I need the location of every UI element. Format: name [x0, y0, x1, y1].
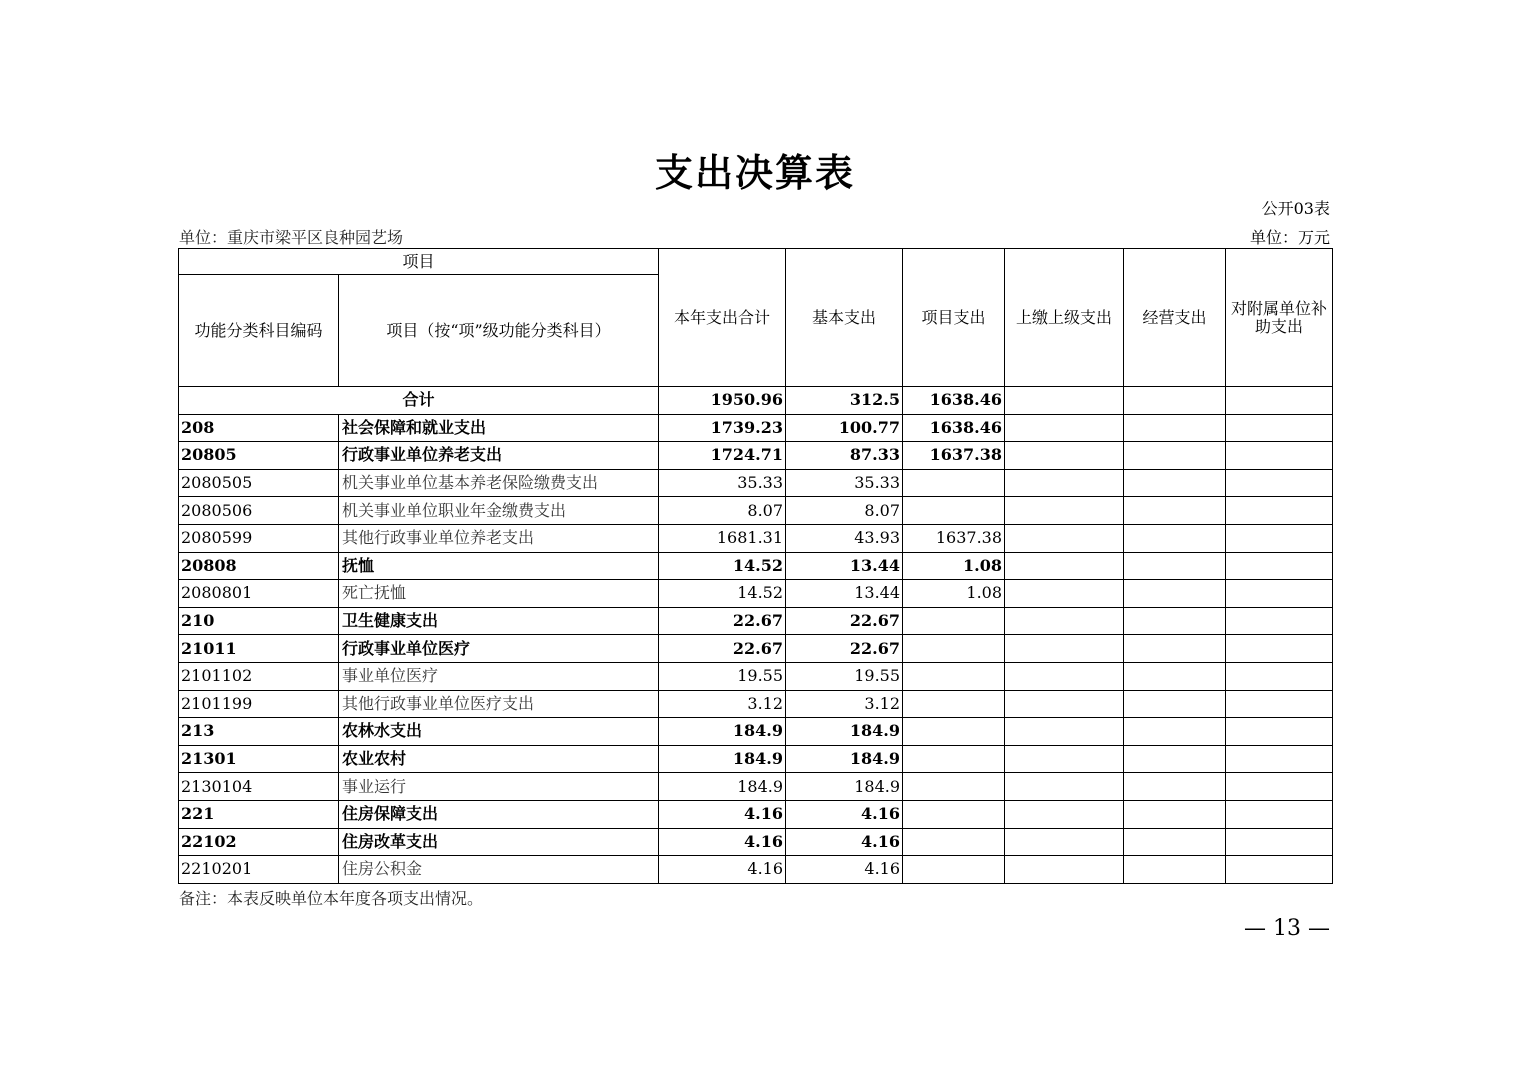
row-upper: [1005, 552, 1124, 580]
table-row: [179, 497, 1333, 525]
header-basic: 基本支出: [786, 249, 903, 387]
table-row: [179, 662, 1333, 690]
row-code: 2080801: [179, 580, 339, 608]
row-upper: [1005, 718, 1124, 746]
row-total: 14.52: [659, 552, 786, 580]
row-name: 社会保障和就业支出: [339, 414, 659, 442]
row-code: 2130104: [179, 773, 339, 801]
row-upper: [1005, 524, 1124, 552]
page-title: 支出决算表: [654, 150, 855, 195]
row-name: 事业单位医疗: [339, 662, 659, 690]
row-upper: [1005, 745, 1124, 773]
row-name: 行政事业单位医疗: [339, 635, 659, 663]
table-row: [179, 773, 1333, 801]
row-basic: 100.77: [786, 414, 903, 442]
row-upper: [1005, 414, 1124, 442]
row-basic: 8.07: [786, 497, 903, 525]
header-item: 项目支出: [903, 249, 1005, 387]
row-business: [1124, 497, 1226, 525]
row-total: 4.16: [659, 828, 786, 856]
row-basic: 4.16: [786, 800, 903, 828]
row-business: [1124, 662, 1226, 690]
row-total: 22.67: [659, 635, 786, 663]
total-upper: [1005, 387, 1124, 415]
table-row: [179, 607, 1333, 635]
row-total: 184.9: [659, 718, 786, 746]
row-item: 1637.38: [903, 442, 1005, 470]
row-item: [903, 662, 1005, 690]
row-code: 21011: [179, 635, 339, 663]
row-upper: [1005, 690, 1124, 718]
row-basic: 4.16: [786, 856, 903, 884]
row-subsidy: [1226, 662, 1333, 690]
row-name: 抚恤: [339, 552, 659, 580]
row-upper: [1005, 607, 1124, 635]
row-upper: [1005, 662, 1124, 690]
row-upper: [1005, 442, 1124, 470]
row-basic: 43.93: [786, 524, 903, 552]
row-code: 22102: [179, 828, 339, 856]
unit-organization: 单位：重庆市梁平区良种园艺场: [179, 228, 404, 247]
table-row: [179, 469, 1333, 497]
table-row: [179, 718, 1333, 746]
row-code: 2080599: [179, 524, 339, 552]
total-basic: 312.5: [786, 387, 903, 415]
row-item: [903, 856, 1005, 884]
row-name: 机关事业单位基本养老保险缴费支出: [339, 469, 659, 497]
row-subsidy: [1226, 718, 1333, 746]
row-business: [1124, 414, 1226, 442]
row-subsidy: [1226, 497, 1333, 525]
row-total: 19.55: [659, 662, 786, 690]
row-item: [903, 635, 1005, 663]
row-basic: 13.44: [786, 552, 903, 580]
total-subsidy: [1226, 387, 1333, 415]
row-subsidy: [1226, 414, 1333, 442]
table-row: [179, 524, 1333, 552]
row-subsidy: [1226, 856, 1333, 884]
expenditure-table: [178, 248, 1333, 884]
row-name: 住房公积金: [339, 856, 659, 884]
row-business: [1124, 469, 1226, 497]
row-subsidy: [1226, 524, 1333, 552]
row-business: [1124, 718, 1226, 746]
row-subsidy: [1226, 580, 1333, 608]
row-code: 20808: [179, 552, 339, 580]
table-note: 备注：本表反映单位本年度各项支出情况。: [179, 889, 484, 908]
total-amount: 1950.96: [659, 387, 786, 415]
header-name: 项目（按“项”级功能分类科目）: [339, 275, 659, 387]
row-name: 事业运行: [339, 773, 659, 801]
row-business: [1124, 828, 1226, 856]
row-code: 221: [179, 800, 339, 828]
table-row: [179, 690, 1333, 718]
row-subsidy: [1226, 828, 1333, 856]
row-total: 1739.23: [659, 414, 786, 442]
row-subsidy: [1226, 690, 1333, 718]
row-code: 21301: [179, 745, 339, 773]
row-item: 1638.46: [903, 414, 1005, 442]
row-subsidy: [1226, 607, 1333, 635]
table-row: [179, 552, 1333, 580]
header-business: 经营支出: [1124, 249, 1226, 387]
row-basic: 3.12: [786, 690, 903, 718]
row-business: [1124, 607, 1226, 635]
row-item: [903, 607, 1005, 635]
row-total: 8.07: [659, 497, 786, 525]
row-name: 机关事业单位职业年金缴费支出: [339, 497, 659, 525]
row-code: 2101102: [179, 662, 339, 690]
row-code: 208: [179, 414, 339, 442]
row-total: 14.52: [659, 580, 786, 608]
row-name: 农业农村: [339, 745, 659, 773]
table-row: [179, 442, 1333, 470]
row-item: [903, 773, 1005, 801]
row-business: [1124, 524, 1226, 552]
row-total: 35.33: [659, 469, 786, 497]
row-upper: [1005, 773, 1124, 801]
row-total: 1681.31: [659, 524, 786, 552]
row-subsidy: [1226, 800, 1333, 828]
row-upper: [1005, 635, 1124, 663]
row-basic: 184.9: [786, 718, 903, 746]
table-code: 公开03表: [1261, 199, 1330, 218]
row-basic: 22.67: [786, 607, 903, 635]
row-code: 2210201: [179, 856, 339, 884]
row-upper: [1005, 800, 1124, 828]
row-item: 1637.38: [903, 524, 1005, 552]
header-upper: 上缴上级支出: [1005, 249, 1124, 387]
row-basic: 22.67: [786, 635, 903, 663]
row-subsidy: [1226, 745, 1333, 773]
row-item: 1.08: [903, 580, 1005, 608]
row-code: 2101199: [179, 690, 339, 718]
header-project: 项目: [179, 249, 659, 275]
row-item: [903, 718, 1005, 746]
row-code: 20805: [179, 442, 339, 470]
row-basic: 19.55: [786, 662, 903, 690]
row-total: 184.9: [659, 745, 786, 773]
row-code: 2080506: [179, 497, 339, 525]
table-row: [179, 800, 1333, 828]
row-basic: 35.33: [786, 469, 903, 497]
row-name: 其他行政事业单位医疗支出: [339, 690, 659, 718]
row-total: 4.16: [659, 856, 786, 884]
row-item: [903, 497, 1005, 525]
row-subsidy: [1226, 635, 1333, 663]
row-code: 210: [179, 607, 339, 635]
row-business: [1124, 580, 1226, 608]
row-basic: 184.9: [786, 773, 903, 801]
table-row: [179, 856, 1333, 884]
unit-money: 单位：万元: [1249, 228, 1330, 247]
total-business: [1124, 387, 1226, 415]
row-item: 1.08: [903, 552, 1005, 580]
row-item: [903, 745, 1005, 773]
page-number: — 13 —: [1244, 916, 1330, 941]
row-subsidy: [1226, 469, 1333, 497]
row-name: 农林水支出: [339, 718, 659, 746]
row-total: 1724.71: [659, 442, 786, 470]
header-subsidy: 对附属单位补助支出: [1226, 249, 1333, 387]
row-item: [903, 690, 1005, 718]
row-name: 行政事业单位养老支出: [339, 442, 659, 470]
table-row: [179, 580, 1333, 608]
row-basic: 184.9: [786, 745, 903, 773]
total-label: 合计: [179, 387, 659, 415]
header-code: 功能分类科目编码: [179, 275, 339, 387]
row-upper: [1005, 497, 1124, 525]
table-row: [179, 414, 1333, 442]
table-row: [179, 745, 1333, 773]
row-total: 3.12: [659, 690, 786, 718]
row-name: 住房保障支出: [339, 800, 659, 828]
total-item: 1638.46: [903, 387, 1005, 415]
header-total: 本年支出合计: [659, 249, 786, 387]
row-upper: [1005, 580, 1124, 608]
row-subsidy: [1226, 442, 1333, 470]
row-business: [1124, 773, 1226, 801]
row-business: [1124, 442, 1226, 470]
row-business: [1124, 690, 1226, 718]
row-basic: 87.33: [786, 442, 903, 470]
row-total: 4.16: [659, 800, 786, 828]
row-total: 22.67: [659, 607, 786, 635]
row-name: 卫生健康支出: [339, 607, 659, 635]
total-row: [179, 387, 1333, 415]
row-upper: [1005, 856, 1124, 884]
row-business: [1124, 856, 1226, 884]
row-business: [1124, 800, 1226, 828]
row-upper: [1005, 469, 1124, 497]
row-subsidy: [1226, 773, 1333, 801]
row-name: 住房改革支出: [339, 828, 659, 856]
row-business: [1124, 745, 1226, 773]
row-business: [1124, 552, 1226, 580]
row-total: 184.9: [659, 773, 786, 801]
row-business: [1124, 635, 1226, 663]
table-row: [179, 635, 1333, 663]
row-item: [903, 469, 1005, 497]
row-basic: 13.44: [786, 580, 903, 608]
row-item: [903, 828, 1005, 856]
row-basic: 4.16: [786, 828, 903, 856]
row-code: 2080505: [179, 469, 339, 497]
row-name: 其他行政事业单位养老支出: [339, 524, 659, 552]
row-name: 死亡抚恤: [339, 580, 659, 608]
table-row: [179, 828, 1333, 856]
row-subsidy: [1226, 552, 1333, 580]
row-upper: [1005, 828, 1124, 856]
row-item: [903, 800, 1005, 828]
row-code: 213: [179, 718, 339, 746]
